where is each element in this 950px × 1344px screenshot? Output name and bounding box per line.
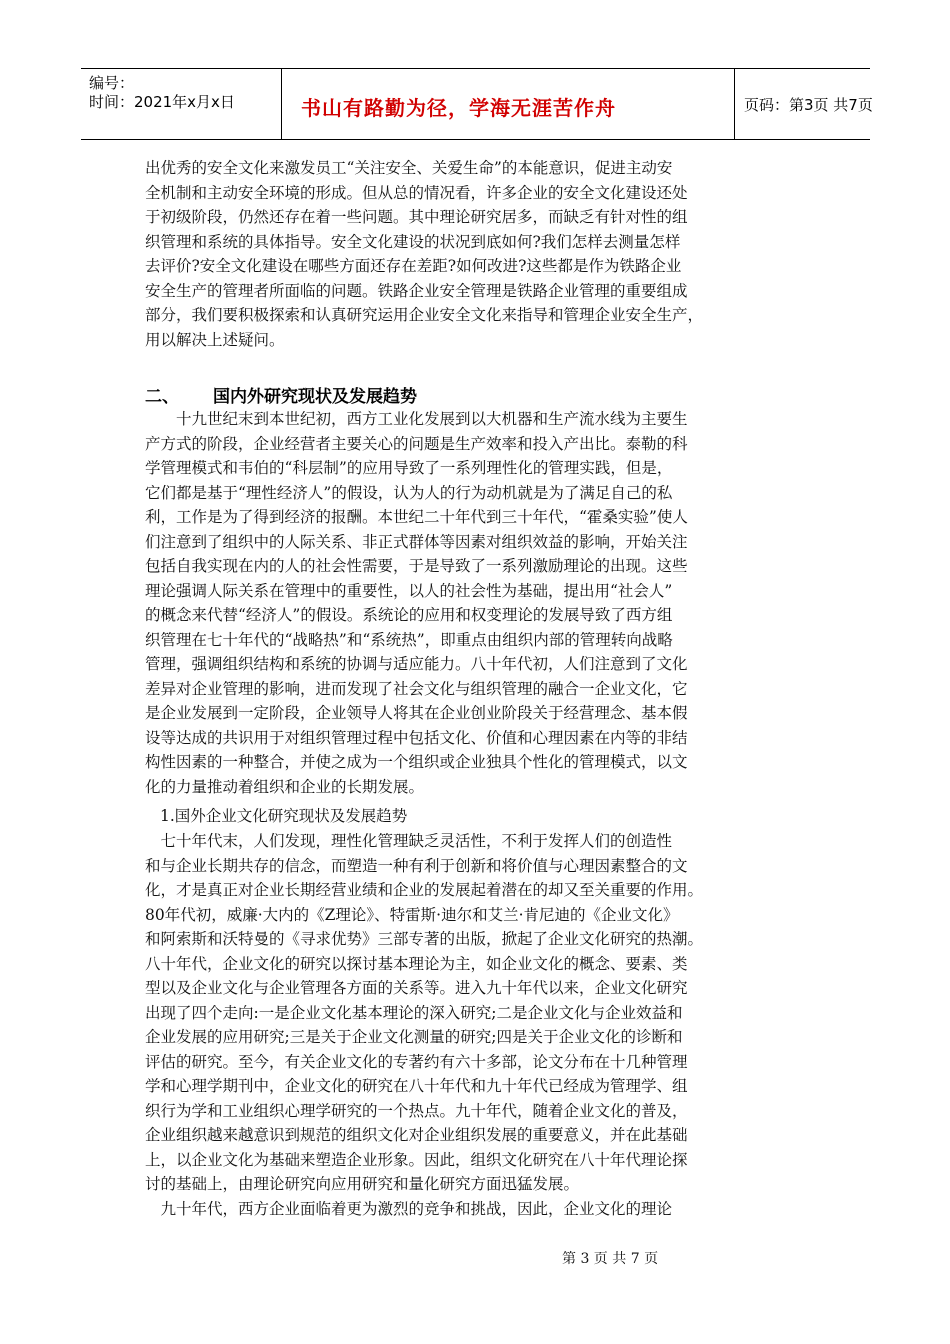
motto-text: 书山有路勤为径，学海无涯苦作舟 <box>301 96 616 120</box>
header-meta <box>81 69 282 139</box>
time-label: 时间：2021年x月x日 <box>89 93 235 111</box>
text-line: 九十年代，西方企业面临着更为激烈的竞争和挑战，因此，企业文化的理论 <box>145 1199 673 1218</box>
text-line: 织行为学和工业组织心理学研究的一个热点。九十年代，随着企业文化的普及， <box>145 1101 688 1120</box>
text-line: 讨的基础上，由理论研究向应用研究和量化研究方面迅猛发展。 <box>145 1175 580 1193</box>
text-line: 利，工作是为了得到经济的报酬。本世纪二十年代到三十年代，“霍桑实验”使人 <box>145 508 688 526</box>
header-motto-cell <box>281 69 735 139</box>
paragraph-1 <box>145 156 750 352</box>
text-line: 化，才是真正对企业长期经营业绩和企业的发展起着潜在的却又至关重要的作用。 <box>145 881 704 899</box>
text-line: 设等达成的共识用于对组织管理过程中包括文化、价值和心理因素在内等的非结 <box>145 728 688 747</box>
text-line: 用以解决上述疑问。 <box>145 330 285 349</box>
subsection-heading: 1.国外企业文化研究现状及发展趋势 <box>160 807 408 825</box>
text-line: 管理，强调组织结构和系统的协调与适应能力。八十年代初，人们注意到了文化 <box>145 655 688 673</box>
paragraph-2 <box>145 407 750 799</box>
text-line: 化的力量推动着组织和企业的长期发展。 <box>145 777 425 796</box>
text-line: 和与企业长期共存的信念，而塑造一种有利于创新和将价值与心理因素整合的文 <box>145 856 688 875</box>
text-line: 八十年代，企业文化的研究以探讨基本理论为主，如企业文化的概念、要素、类 <box>145 954 688 973</box>
text-line: 全机制和主动安全环境的形成。但从总的情况看，许多企业的安全文化建设还处 <box>145 183 688 202</box>
text-line: 评估的研究。至今，有关企业文化的专著约有六十多部，论文分布在十几种管理 <box>145 1052 688 1071</box>
text-line: 上，以企业文化为基础来塑造企业形象。因此，组织文化研究在八十年代理论探 <box>145 1150 688 1169</box>
text-line: 构性因素的一种整合，并使之成为一个组织或企业独具个性化的管理模式，以文 <box>145 753 688 771</box>
text-line: 的概念来代替“经济人”的假设。系统论的应用和权变理论的发展导致了西方组 <box>145 606 673 624</box>
text-line: 企业发展的应用研究;三是关于企业文化测量的研究;四是关于企业文化的诊断和 <box>145 1028 683 1046</box>
section-number: 二、 <box>145 387 179 407</box>
page-number-label: 页码：第3页 共7页 <box>744 96 873 114</box>
text-line: 去评价?安全文化建设在哪些方面还存在差距?如何改进?这些都是作为铁路企业 <box>145 257 682 275</box>
text-line: 十九世纪末到本世纪初，西方工业化发展到以大机器和生产流水线为主要生 <box>145 410 688 428</box>
text-line: 于初级阶段，仍然还存在着一些问题。其中理论研究居多，而缺乏有针对性的组 <box>145 208 688 226</box>
text-line: 理论强调人际关系在管理中的重要性，以人的社会性为基础，提出用“社会人” <box>145 581 673 600</box>
text-line: 差异对企业管理的影响，进而发现了社会文化与组织管理的融合一企业文化，它 <box>145 679 688 698</box>
text-line: 学和心理学期刊中，企业文化的研究在八十年代和九十年代已经成为管理学、组 <box>145 1077 688 1095</box>
text-line: 型以及企业文化与企业管理各方面的关系等。进入九十年代以来，企业文化研究 <box>145 979 688 997</box>
page-header <box>81 68 873 140</box>
text-line: 产方式的阶段，企业经营者主要关心的问题是生产效率和投入产出比。泰勒的科 <box>145 434 688 453</box>
text-line: 出优秀的安全文化来激发员工“关注安全、关爱生命”的本能意识，促进主动安 <box>145 159 673 177</box>
text-line: 安全生产的管理者所面临的问题。铁路企业安全管理是铁路企业管理的重要组成 <box>145 281 688 300</box>
text-line: 七十年代末，人们发现，理性化管理缺乏灵活性，不利于发挥人们的创造性 <box>145 832 673 850</box>
section-heading <box>145 382 417 407</box>
text-line: 织管理和系统的具体指导。安全文化建设的状况到底如何?我们怎样去测量怎样 <box>145 232 681 251</box>
section-title: 国内外研究现状及发展趋势 <box>213 387 417 407</box>
text-line: 和阿索斯和沃特曼的《寻求优势》三部专著的出版，掀起了企业文化研究的热潮。 <box>145 930 704 948</box>
text-line: 们注意到了组织中的人际关系、非正式群体等因素对组织效益的影响，开始关注 <box>145 532 688 551</box>
text-line: 是企业发展到一定阶段，企业领导人将其在企业创业阶段关于经营理念、基本假 <box>145 704 688 722</box>
text-line: 出现了四个走向:一是企业文化基本理论的深入研究;二是企业文化与企业效益和 <box>145 1003 683 1022</box>
number-label: 编号： <box>89 74 135 92</box>
text-line: 部分，我们要积极探索和认真研究运用企业安全文化来指导和管理企业安全生产， <box>145 306 704 324</box>
page-footer: 第 3 页 共 7 页 <box>562 1251 659 1267</box>
text-line: 织管理在七十年代的“战略热”和“系统热”，即重点由组织内部的管理转向战略 <box>145 630 673 649</box>
text-line: 企业组织越来越意识到规范的组织文化对企业组织发展的重要意义，并在此基础 <box>145 1126 688 1144</box>
text-line: 它们都是基于“理性经济人”的假设，认为人的行为动机就是为了满足自己的私 <box>145 483 673 502</box>
text-line: 学管理模式和韦伯的“科层制”的应用导致了一系列理性化的管理实践，但是， <box>145 459 673 477</box>
text-line: 80年代初，威廉·大内的《Z理论》、特雷斯·迪尔和艾兰·肯尼迪的《企业文化》 <box>145 905 679 924</box>
text-line: 包括自我实现在内的人的社会性需要，于是导致了一系列激励理论的出现。这些 <box>145 557 688 575</box>
paragraph-3 <box>145 829 750 1221</box>
header-page-cell <box>734 69 873 139</box>
